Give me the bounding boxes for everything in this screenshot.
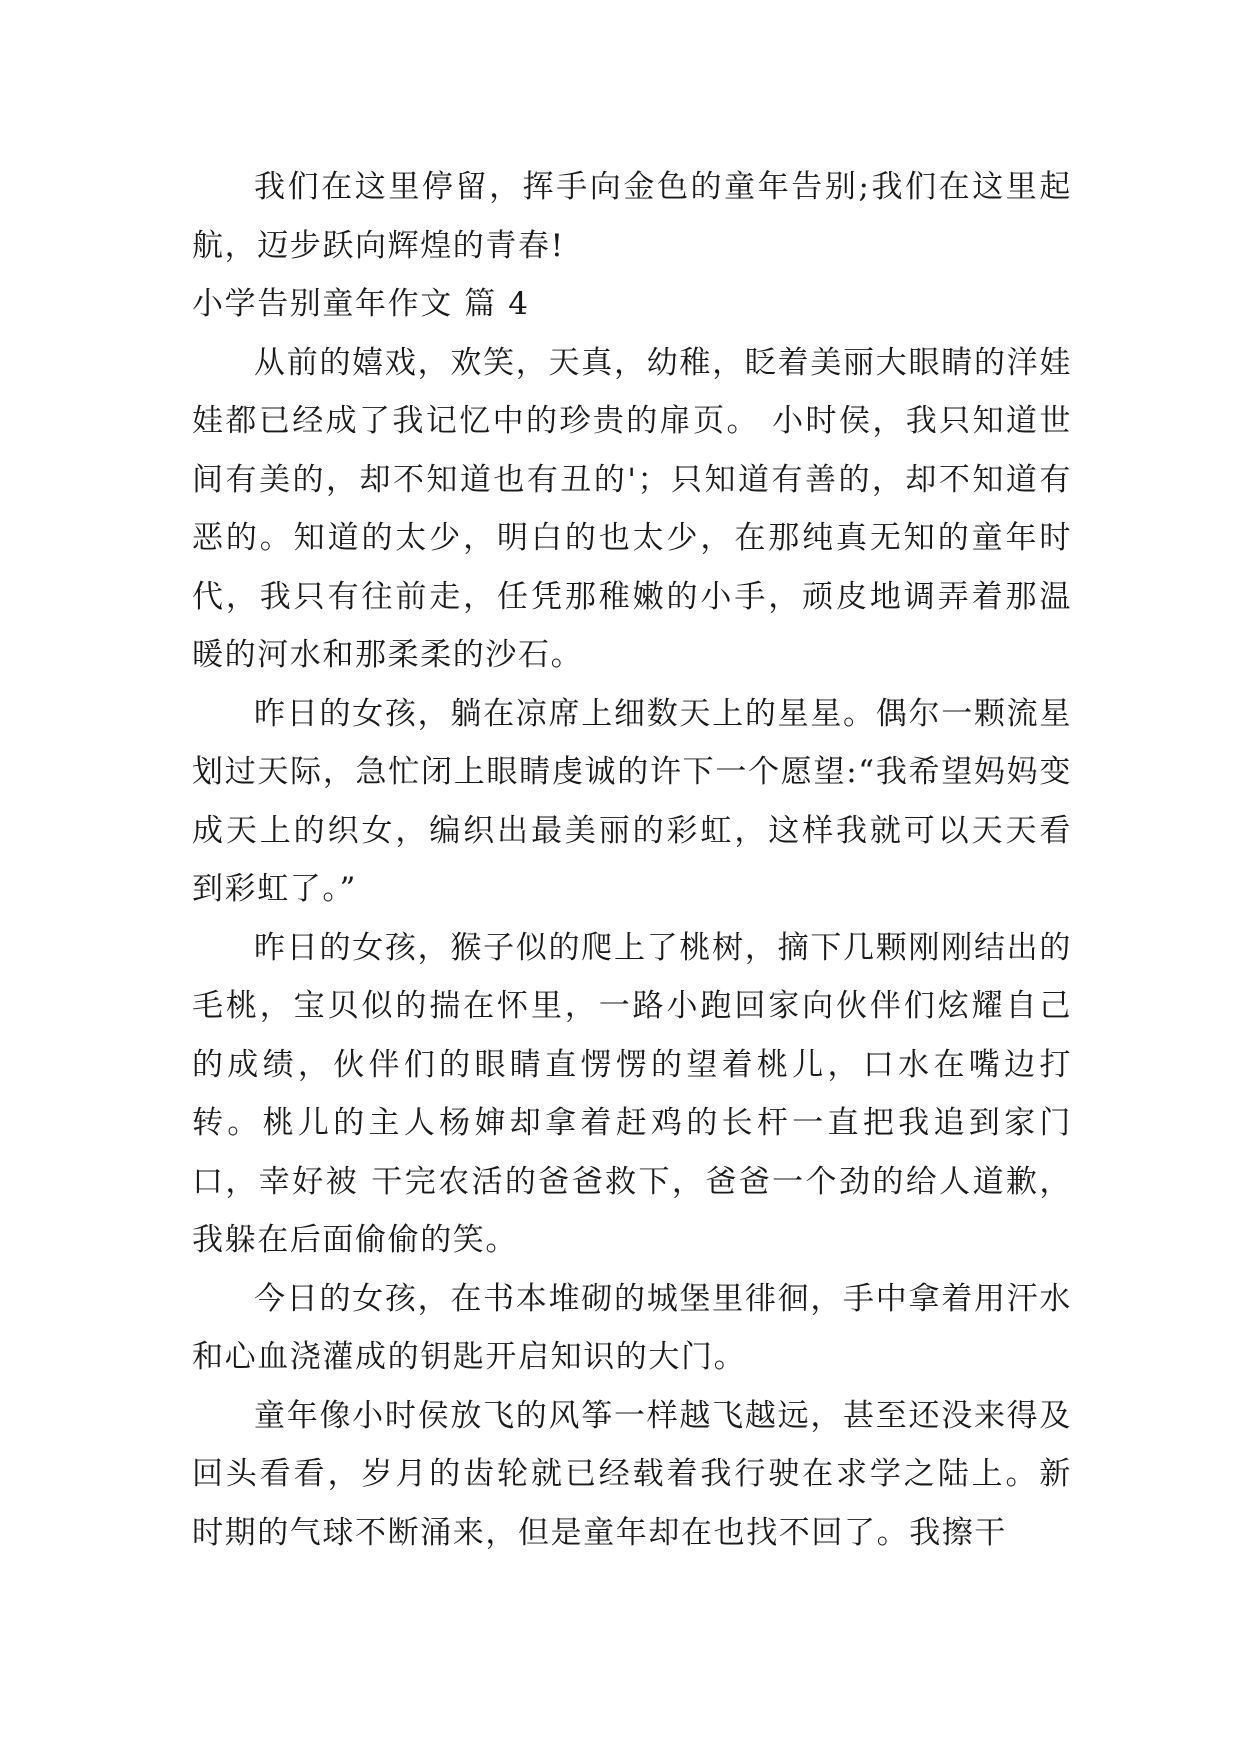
paragraph-farewell: 我们在这里停留，挥手向金色的童年告别;我们在这里起航，迈步跃向辉煌的青春! [192, 169, 1072, 264]
document-body [192, 158, 1072, 1562]
paragraph-peach-tree: 昨日的女孩，猴子似的爬上了桃树，摘下几颗刚刚结出的毛桃，宝贝似的揣在怀里，一路小跑回家向伙伴们炫耀自己的成绩，伙伴们的眼睛直愣愣的望着桃儿，口水在嘴边打转。桃儿的主人杨婶却拿着赶鸡的长杆一直把我追到家门口，幸好被 干完农活的爸爸救下，爸爸一个劲的给人道歉，我躲在后面偷偷的笑。 [192, 929, 1072, 1258]
section-heading: 小学告别童年作文 篇 4 [192, 286, 530, 322]
paragraph-kite: 童年像小时侯放飞的风筝一样越飞越远，甚至还没来得及回头看看，岁月的齿轮就已经载着我行驶在求学之陆上。新时期的气球不断涌来，但是童年却在也找不回了。我擦干 [192, 1397, 1072, 1551]
paragraph-stars: 昨日的女孩，躺在凉席上细数天上的星星。偶尔一颗流星划过天际，急忙闭上眼睛虔诚的许下一个愿望:“我希望妈妈变成天上的织女，编织出最美丽的彩虹，这样我就可以天天看到彩虹了。” [192, 695, 1072, 907]
paragraph-memories: 从前的嬉戏，欢笑，天真，幼稚，眨着美丽大眼睛的洋娃娃都已经成了我记忆中的珍贵的扉页。 小时侯，我只知道世间有美的，却不知道也有丑的'；只知道有善的，却不知道有恶的。知道的太少，明白的也太少，在那纯真无知的童年时代，我只有往前走，任凭那稚嫩的小手，顽皮地调弄着那温暖的河水和那柔柔的沙石。 [192, 344, 1072, 673]
paragraph-books: 今日的女孩，在书本堆砌的城堡里徘徊，手中拿着用汗水和心血浇灌成的钥匙开启知识的大门。 [192, 1280, 1072, 1375]
